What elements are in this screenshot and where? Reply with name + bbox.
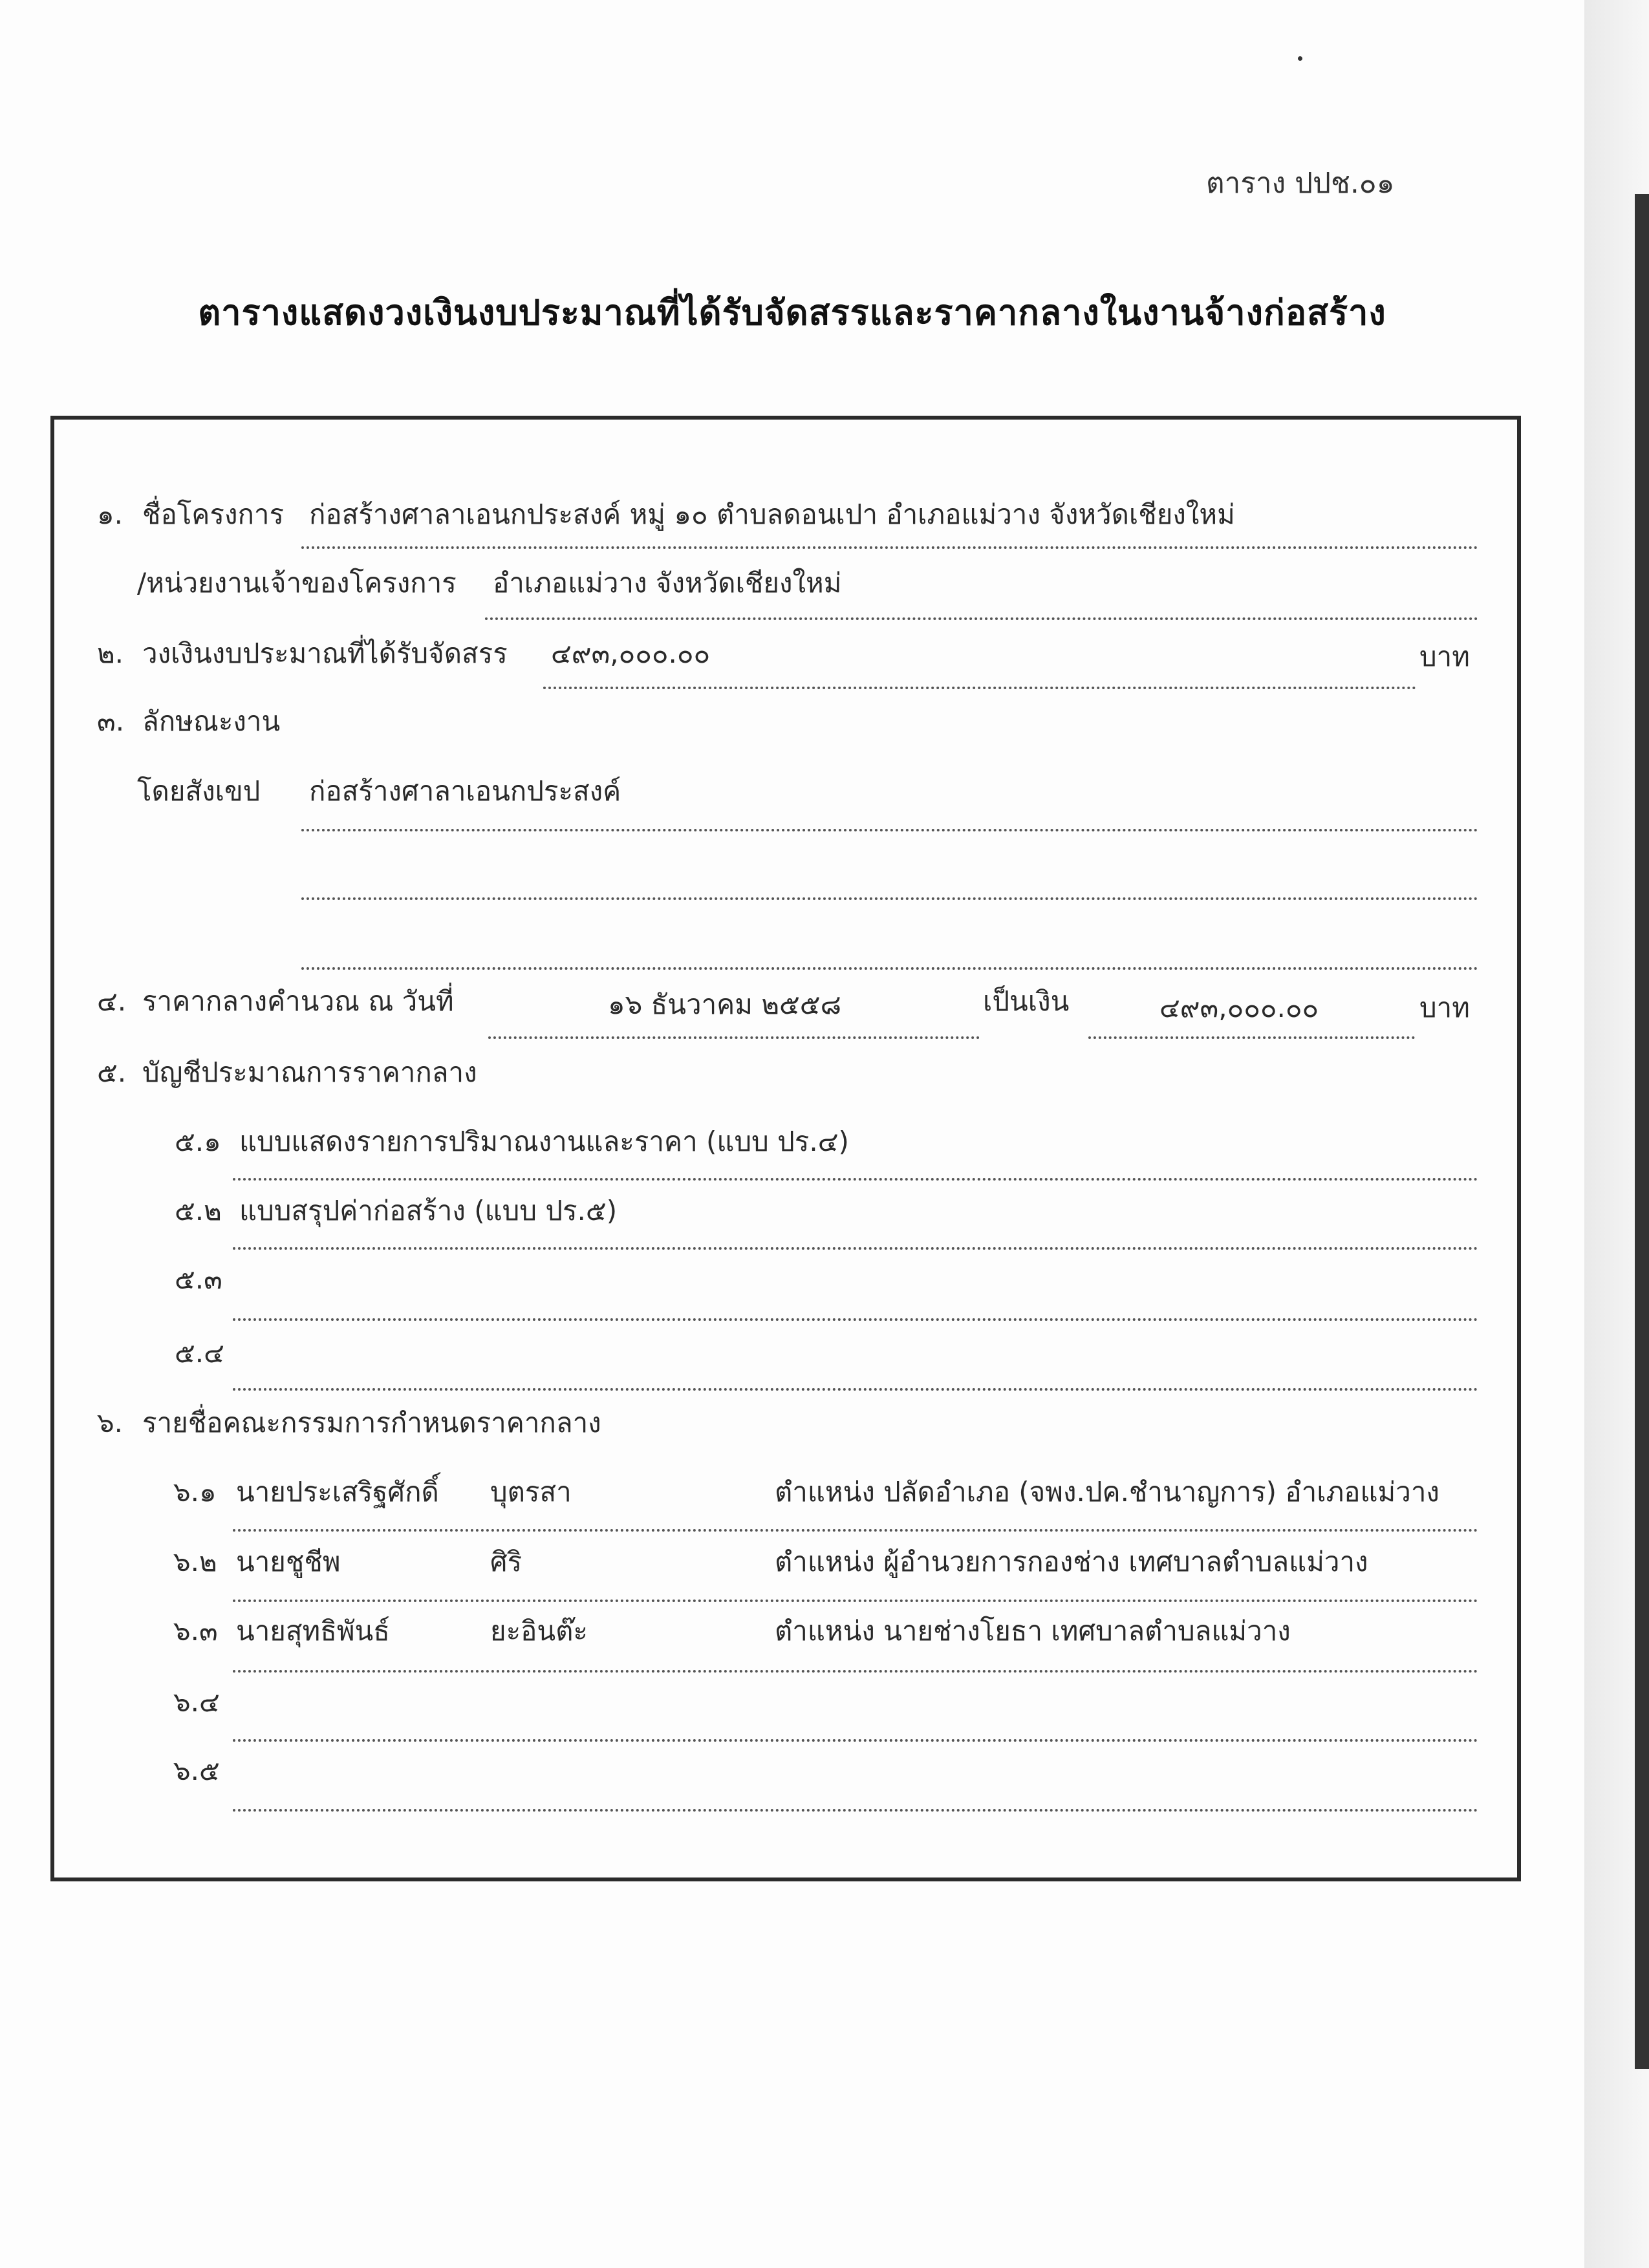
section5-label: บัญชีประมาณการราคากลาง	[142, 1056, 477, 1088]
committee-member-number: ๖.๓	[173, 1615, 218, 1647]
estimate-item-dotted-line	[233, 1178, 1478, 1181]
section4-number: ๔.	[97, 985, 127, 1017]
estimate-item-dotted-line	[233, 1247, 1478, 1250]
section1-number: ๑.	[97, 498, 124, 530]
scan-speck	[1298, 56, 1302, 61]
section6-label: รายชื่อคณะกรรมการกำหนดราคากลาง	[142, 1407, 601, 1439]
committee-member-last-name: บุตรสา	[490, 1476, 572, 1508]
committee-member-dotted-line	[233, 1529, 1478, 1532]
committee-member-dotted-line	[233, 1670, 1478, 1673]
committee-member-first-name: นายสุทธิพันธ์	[236, 1615, 390, 1647]
estimate-item-text: แบบสรุปค่าก่อสร้าง (แบบ ปร.๕)	[239, 1195, 618, 1226]
reference-date-dotted-line	[488, 1036, 980, 1039]
estimate-item-dotted-line	[233, 1318, 1478, 1321]
committee-member-dotted-line	[233, 1599, 1478, 1602]
project-name-dotted-line	[301, 546, 1478, 549]
owner-agency-label: /หน่วยงานเจ้าของโครงการ	[137, 567, 457, 599]
section3-number: ๓.	[97, 705, 125, 737]
summary-dotted-line-2	[301, 897, 1478, 900]
committee-member-position: ตำแหน่ง นายช่างโยธา เทศบาลตำบลแม่วาง	[775, 1615, 1291, 1647]
summary-dotted-line-1	[301, 829, 1478, 831]
estimate-item-text: แบบแสดงรายการปริมาณงานและราคา (แบบ ปร.๔)	[239, 1126, 849, 1157]
committee-member-dotted-line	[233, 1809, 1478, 1812]
reference-amount-value: ๔๙๓,๐๐๐.๐๐	[1159, 992, 1319, 1023]
committee-member-first-name: นายชูชีพ	[236, 1546, 341, 1578]
summary-dotted-line-3	[301, 967, 1478, 970]
document-title: ตารางแสดงวงเงินงบประมาณที่ได้รับจัดสรรและราคากลางในงานจ้างก่อสร้าง	[198, 292, 1386, 333]
budget-unit: บาท	[1419, 641, 1470, 672]
committee-member-number: ๖.๑	[173, 1476, 217, 1508]
committee-member-last-name: ศิริ	[490, 1546, 523, 1578]
owner-agency-dotted-line	[485, 617, 1478, 620]
owner-agency-value: อำเภอแม่วาง จังหวัดเชียงใหม่	[493, 567, 842, 599]
section5-number: ๕.	[97, 1056, 127, 1088]
form-code: ตาราง ปปช.๐๑	[1206, 167, 1395, 200]
committee-member-number: ๖.๔	[173, 1686, 220, 1718]
estimate-item-number: ๕.๓	[175, 1263, 222, 1295]
committee-member-position: ตำแหน่ง ผู้อำนวยการกองช่าง เทศบาลตำบลแม่วาง	[775, 1546, 1368, 1578]
estimate-item-number: ๕.๑	[175, 1126, 221, 1157]
estimate-item-number: ๕.๔	[175, 1337, 224, 1369]
committee-member-number: ๖.๕	[173, 1755, 220, 1786]
section4-label: ราคากลางคำนวณ ณ วันที่	[142, 985, 454, 1017]
summary-value: ก่อสร้างศาลาเอนกประสงค์	[309, 775, 621, 807]
section6-number: ๖.	[97, 1407, 124, 1439]
section2-label: วงเงินงบประมาณที่ได้รับจัดสรร	[142, 637, 508, 669]
estimate-item-dotted-line	[233, 1388, 1478, 1391]
summary-label: โดยสังเขป	[137, 775, 261, 807]
committee-member-dotted-line	[233, 1739, 1478, 1742]
committee-member-position: ตำแหน่ง ปลัดอำเภอ (จพง.ปค.ชำนาญการ) อำเภอแม่วาง	[775, 1476, 1439, 1508]
reference-date-value: ๑๖ ธันวาคม ๒๕๕๘	[608, 989, 841, 1020]
budget-dotted-line	[543, 687, 1416, 689]
amount-label: เป็นเงิน	[983, 985, 1070, 1017]
scan-edge-shadow	[1635, 194, 1649, 2069]
section1-label: ชื่อโครงการ	[142, 498, 285, 530]
committee-member-last-name: ยะอินต๊ะ	[490, 1615, 588, 1647]
budget-value: ๔๙๓,๐๐๐.๐๐	[551, 637, 711, 669]
reference-amount-unit: บาท	[1419, 992, 1470, 1023]
reference-amount-dotted-line	[1088, 1036, 1415, 1039]
estimate-item-number: ๕.๒	[175, 1195, 222, 1226]
committee-member-first-name: นายประเสริฐศักดิ์	[236, 1476, 439, 1508]
committee-member-number: ๖.๒	[173, 1546, 217, 1578]
section2-number: ๒.	[97, 637, 124, 669]
section3-label: ลักษณะงาน	[142, 705, 281, 737]
project-name-value: ก่อสร้างศาลาเอนกประสงค์ หมู่ ๑๐ ตำบลดอนเปา อำเภอแม่วาง จังหวัดเชียงใหม่	[309, 498, 1235, 530]
